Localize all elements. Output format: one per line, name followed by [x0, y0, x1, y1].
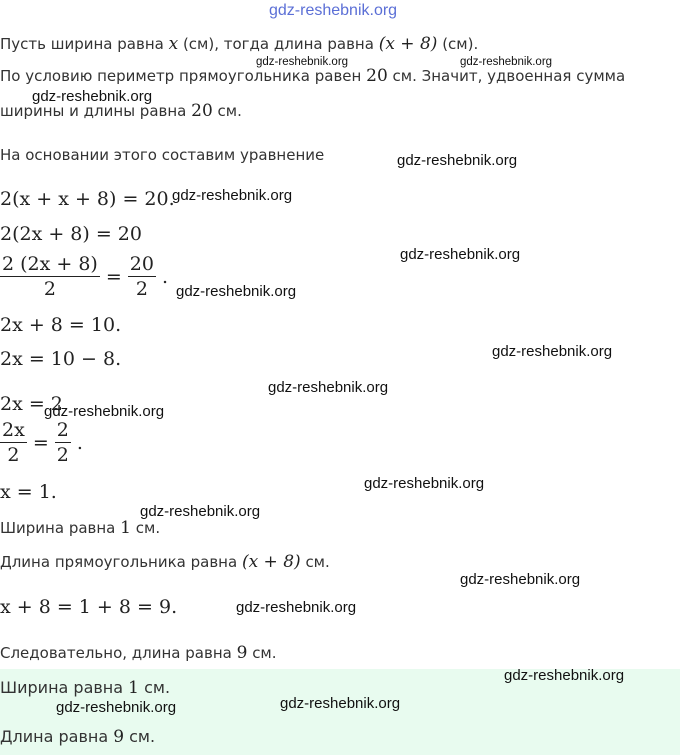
watermark: gdz-reshebnik.org [400, 246, 521, 263]
equation-text: 2(x + x + 8) = 20. [0, 188, 175, 210]
answer-line-2 [0, 727, 155, 747]
text-fragment: см. [212, 102, 242, 120]
watermark: gdz-reshebnik.org [176, 283, 297, 300]
denominator: 2 [7, 444, 20, 466]
period: . [76, 431, 83, 454]
text-fragment: Ширина равна [0, 678, 129, 697]
text-fragment: Пусть ширина равна [0, 35, 169, 53]
text-fragment: Ширина равна [0, 519, 121, 537]
math-number: 9 [236, 643, 248, 663]
denominator: 2 [135, 278, 148, 300]
numerator: 2 (2x + 8) [2, 253, 98, 275]
text-fragment: Длина равна [0, 727, 114, 746]
watermark: gdz-reshebnik.org [397, 152, 518, 169]
watermark: gdz-reshebnik.org [172, 187, 293, 204]
text-fragment: см. [138, 678, 171, 697]
text-fragment: см. Значит, удвоенная сумма [387, 67, 626, 85]
text-fragment: Длина прямоугольника равна [0, 553, 242, 571]
equation-8: x = 1. [0, 481, 57, 503]
text-line-4: На основании этого составим уравнение [0, 146, 325, 164]
text-line-2 [0, 66, 625, 86]
text-line-1 [0, 34, 478, 54]
math-number: 20 [191, 101, 213, 121]
text-line-7 [0, 643, 277, 663]
watermark: gdz-reshebnik.org [32, 88, 153, 105]
text-fragment: (см). [437, 35, 479, 53]
watermark: gdz-reshebnik.org [268, 379, 389, 396]
equation-1 [0, 188, 175, 210]
watermark-top: gdz-reshebnik.org [269, 2, 398, 19]
equals-sign: = [32, 431, 49, 454]
numerator: 20 [129, 253, 154, 275]
text-fragment: ширины и длины равна [0, 102, 192, 120]
fraction [55, 418, 71, 467]
fraction [0, 252, 100, 301]
denominator: 2 [43, 278, 56, 300]
fraction [128, 252, 156, 301]
watermark: gdz-reshebnik.org [492, 343, 613, 360]
watermark: gdz-reshebnik.org [140, 503, 261, 520]
equation-3 [0, 252, 168, 301]
watermark: gdz-reshebnik.org [236, 599, 357, 616]
text-fragment: см. [247, 644, 277, 662]
numerator: 2 [56, 419, 69, 441]
math-number: 1 [128, 678, 139, 698]
equation-2: 2(2x + 8) = 20 [0, 223, 142, 245]
equation-4: 2x + 8 = 10. [0, 314, 122, 336]
text-fragment: см. [300, 553, 330, 571]
watermark: gdz-reshebnik.org [460, 56, 553, 68]
watermark: gdz-reshebnik.org [280, 695, 401, 712]
fraction [0, 418, 27, 467]
watermark: gdz-reshebnik.org [504, 667, 625, 684]
text-line-6 [0, 552, 330, 572]
text-fragment: Следовательно, длина равна [0, 644, 237, 662]
math-expr: (x + 8) [241, 552, 301, 572]
answer-line-1 [0, 678, 170, 698]
math-number: 20 [366, 66, 388, 86]
math-number: 1 [120, 518, 131, 538]
equation-5: 2x = 10 − 8. [0, 348, 122, 370]
text-fragment: По условию периметр прямоугольника равен [0, 67, 367, 85]
text-line-3 [0, 101, 242, 121]
watermark: gdz-reshebnik.org [364, 475, 485, 492]
math-number: 9 [113, 727, 125, 747]
equation-9: x + 8 = 1 + 8 = 9. [0, 596, 178, 618]
equation-6: 2x = 2 [0, 393, 63, 415]
math-x: x [168, 34, 179, 54]
text-fragment: см. [124, 727, 156, 746]
equation-7 [0, 418, 83, 467]
watermark: gdz-reshebnik.org [56, 699, 177, 716]
text-line-5 [0, 518, 160, 538]
numerator: 2x [2, 419, 25, 441]
text-fragment: см. [130, 519, 161, 537]
period: . [161, 265, 169, 288]
watermark: gdz-reshebnik.org [256, 56, 349, 68]
denominator: 2 [56, 444, 69, 466]
equals-sign: = [105, 265, 122, 288]
watermark: gdz-reshebnik.org [460, 571, 581, 588]
watermark: gdz-reshebnik.org [44, 403, 165, 420]
math-expr: (x + 8) [378, 34, 438, 54]
text-fragment: (см), тогда длина равна [178, 35, 379, 53]
